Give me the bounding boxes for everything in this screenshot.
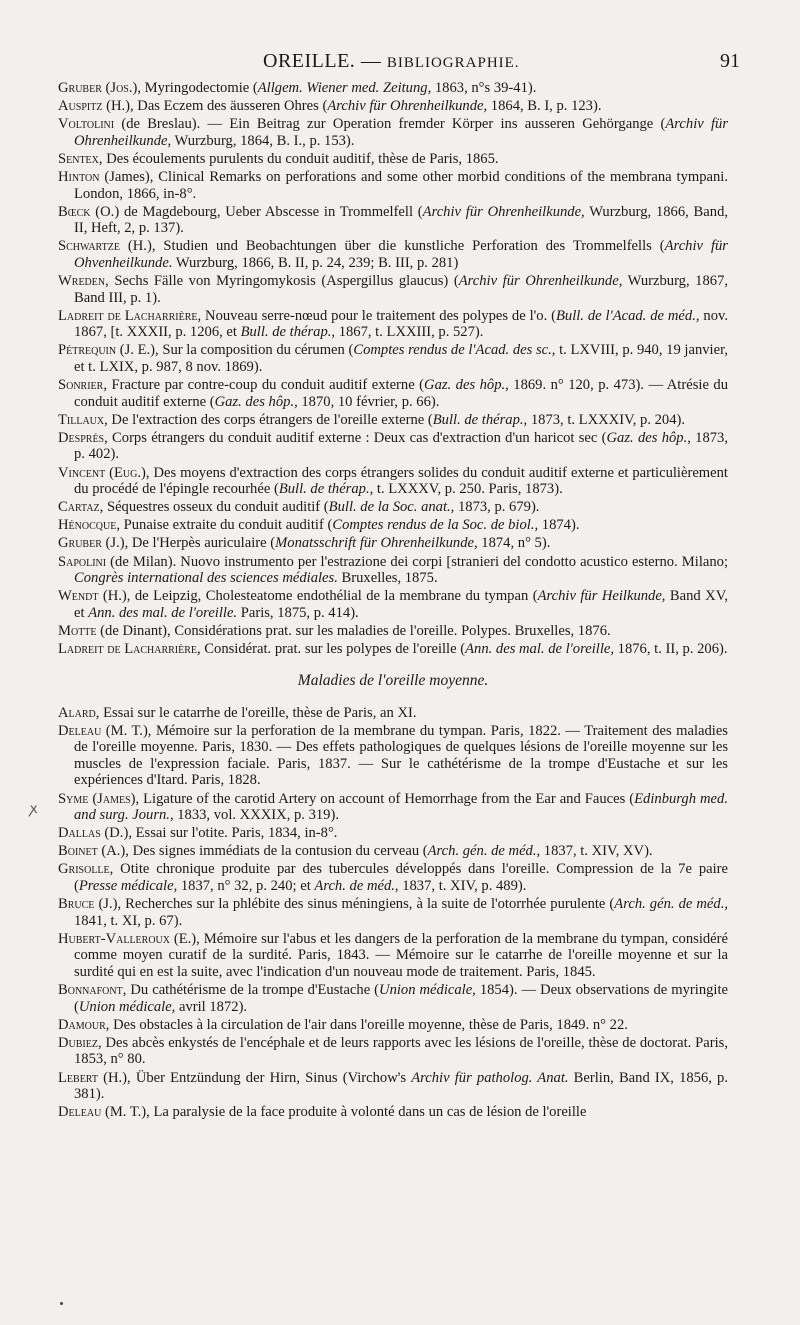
entry-journal: Gaz. des hôp., xyxy=(424,377,509,394)
entry-author: Deleau (M. T.), xyxy=(58,1104,150,1121)
entry-journal: Monatsschrift für Ohrenheilkunde, xyxy=(275,535,478,552)
entry-text: 1867, t. LXXIII, p. 527). xyxy=(335,324,484,341)
entry-text: Recherches sur la phlébite des sinus méningiens, à la suite de l'otorrhée purulente ( xyxy=(121,896,615,913)
entry-author: Bœck (O.) xyxy=(58,203,120,220)
entry-journal: Archiv für Ohrenheilkunde, xyxy=(327,98,488,115)
bibliography-entry xyxy=(58,931,728,981)
entry-journal: Archiv für Heilkunde, xyxy=(537,588,666,605)
bibliography-entry xyxy=(58,588,728,621)
bibliography-entry xyxy=(58,723,728,789)
bibliography-entry xyxy=(58,116,728,149)
entry-journal: Union médicale, xyxy=(379,982,476,999)
entry-journal: Gaz. des hôp., xyxy=(606,429,691,446)
bibliography-entry xyxy=(58,98,728,115)
bibliography-entry xyxy=(58,80,728,97)
bibliography-entry xyxy=(58,535,728,552)
entry-author: Schwartze (H.), xyxy=(58,238,156,255)
entry-author: Tillaux, xyxy=(58,411,108,428)
entry-text: avril 1872). xyxy=(175,998,248,1015)
entry-text: 1837, n° 32, p. 240; et xyxy=(177,878,315,895)
entry-text: De l'Herpès auriculaire ( xyxy=(128,535,276,552)
entry-text: Considérat. prat. sur les polypes de l'oreille ( xyxy=(200,641,466,657)
entry-journal: Arch. gén. de méd., xyxy=(427,843,541,860)
entry-journal: Ann. des mal. de l'oreille. xyxy=(88,604,238,621)
entry-text: Berlin, Band IX, 1856, p. 381). xyxy=(74,1069,728,1103)
entry-text: 1874, n° 5). xyxy=(477,535,551,552)
entry-text: Myringodectomie ( xyxy=(141,80,258,96)
entry-author: Hinton xyxy=(58,168,100,185)
entry-text: Mémoire sur la perforation de la membrane du tympan. Paris, 1822. — Traitement des maladies de l'oreille moyenne. Paris, 1830. — Des effets pathologiques de quelques lésions de l'oreille moyenne sur les muscles de l'expression faciale. Paris, 1837. — Sur le cathétérisme de la trompe d'Eustache et sur les expériences d'Itard. Paris, 1828. xyxy=(74,722,728,789)
entry-text: Ligature of the carotid Artery on account of Hemorrhage from the Ear and Fauces ( xyxy=(139,790,635,807)
entry-text: (de Breslau). — Ein Beitrag zur Operation fremder Körper ins ausseren Gehörgange ( xyxy=(114,116,666,133)
section-heading: Maladies de l'oreille moyenne. xyxy=(297,671,489,689)
entry-journal: Union médicale, xyxy=(78,998,176,1015)
entry-text: Wurzburg, 1867, Band III, p. 1). xyxy=(74,273,729,306)
bibliography-entry xyxy=(58,169,728,202)
entry-text: Wurzburg, 1866, B. II, p. 24, 239; B. III, p. 281) xyxy=(172,254,459,271)
bibliography-entry xyxy=(58,641,728,658)
entry-text: Des écoulements purulents du conduit auditif, thèse de Paris, 1865. xyxy=(102,150,499,167)
entry-text: Mémoire sur l'abus et les dangers de la perforation de la membrane du tympan, considéré comme moyen curatif de la surdité. Paris, 1843. — Mémoire sur le catarrhe de l'oreille moyenne et sur la surdité qui en est la suite, avec l'indication d'un nouveau mode de traitement. Paris, 1845. xyxy=(74,930,729,980)
entry-journal: Bull. de thérap., xyxy=(432,411,528,428)
bibliography-list-middle-ear xyxy=(58,705,728,1121)
entry-text: Des moyens d'extraction des corps étrangers solides du conduit auditif externe et particulièrement du procédé de l'épingle recourhée ( xyxy=(74,464,728,498)
entry-text: 1874). xyxy=(538,517,580,534)
bibliography-list-external xyxy=(58,80,728,658)
entry-journal: Bull. de thérap., xyxy=(240,324,336,341)
entry-text: Du cathétérisme de la trompe d'Eustache ( xyxy=(126,982,380,999)
entry-author: Dubiez, xyxy=(58,1034,102,1051)
bibliography-entry xyxy=(58,238,728,271)
bibliography-entry xyxy=(58,1017,728,1034)
entry-author: Deleau (M. T.), xyxy=(58,722,152,739)
entry-text: 1841, t. XI, p. 67). xyxy=(74,912,183,929)
entry-journal: Comptes rendus de la Soc. de biol., xyxy=(332,517,539,534)
entry-journal: Archiv für patholog. Anat. xyxy=(411,1069,569,1086)
entry-journal: Arch. de méd., xyxy=(314,878,399,895)
bibliography-entry xyxy=(58,204,728,237)
bibliography-entry xyxy=(58,1070,728,1103)
entry-author: Motte xyxy=(58,622,97,639)
bibliography-entry xyxy=(58,791,728,824)
entry-author: Ladreit de Lacharrière, xyxy=(58,307,202,324)
bibliography-entry xyxy=(58,377,728,410)
page-number: 91 xyxy=(720,50,740,72)
entry-text: Über Entzündung der Hirn, Sinus (Virchow's xyxy=(130,1069,412,1086)
entry-author: Damour, xyxy=(58,1016,110,1033)
entry-journal: Presse médicale, xyxy=(78,878,178,895)
entry-journal: Edinburgh med. and surg. Journ., xyxy=(74,790,728,824)
bibliography-entry xyxy=(58,554,728,587)
entry-author: Wreden, xyxy=(58,273,109,290)
entry-text: 1837, t. XIV, XV). xyxy=(540,843,653,860)
entry-journal: Congrès international des sciences médiales. xyxy=(74,570,338,587)
entry-author: Ladreit de Lacharrière, xyxy=(58,641,201,657)
bibliography-entry xyxy=(58,308,728,341)
entry-text: (de Milan). Nuovo instrumento per l'estrazione dei corpi [stranieri del condotto acustico esterno. Milano; xyxy=(106,553,728,570)
entry-author: Boinet (A.), xyxy=(58,843,129,860)
entry-author: Sonrier, xyxy=(58,377,107,394)
header-title: OREILLE. xyxy=(263,50,356,72)
entry-text: Nouveau serre-nœud pour le traitement des polypes de l'o. ( xyxy=(201,307,556,324)
bibliography-entry xyxy=(58,861,728,894)
entry-author: Sentex, xyxy=(58,150,103,167)
entry-text: 1863, n°s 39-41). xyxy=(431,80,537,96)
entry-text: Das Eczem des äusseren Ohres ( xyxy=(133,98,328,115)
entry-author: Voltolini xyxy=(58,116,115,133)
entry-journal: Ann. des mal. de l'oreille, xyxy=(465,641,615,657)
entry-author: Gruber (J.), xyxy=(58,535,129,552)
entry-text: Bruxelles, 1875. xyxy=(337,570,438,587)
entry-text: Wurzburg, 1866, Band, II, Heft, 2, p. 137). xyxy=(74,203,729,237)
bibliography-entry xyxy=(58,430,728,463)
entry-text: Des abcès enkystés de l'encéphale et de leurs rapports avec les lésions de l'oreille, thèse de doctorat. Paris, 1853, n° 80. xyxy=(74,1034,728,1068)
entry-text: Paris, 1875, p. 414). xyxy=(237,604,359,621)
entry-text: Sechs Fälle von Myringomykosis (Aspergillus glaucus) ( xyxy=(108,273,459,290)
entry-text: de Magdebourg, Ueber Abscesse in Trommelfell ( xyxy=(119,203,423,220)
entry-author: Bruce (J.), xyxy=(58,896,122,913)
header-separator: — xyxy=(360,50,382,72)
entry-journal: Archiv für Ohvenheilkunde. xyxy=(74,238,728,271)
entry-text: nov. 1867, [t. XXXII, p. 1206, et xyxy=(74,307,728,341)
entry-text: De l'extraction des corps étrangers de l'oreille externe ( xyxy=(107,411,433,428)
entry-text: 1837, t. XIV, p. 489). xyxy=(398,878,527,895)
bibliography-entry xyxy=(58,705,728,722)
entry-text: Punaise extraite du conduit auditif ( xyxy=(119,517,333,534)
entry-author: Sapolini xyxy=(58,553,107,570)
entry-text: t. LXXXV, p. 250. Paris, 1873). xyxy=(373,481,563,498)
entry-author: Grisolle, xyxy=(58,861,114,878)
bibliography-entry xyxy=(58,273,728,306)
entry-author: Pétrequin (J. E.), xyxy=(58,342,159,359)
entry-author: Lebert (H.), xyxy=(58,1069,131,1086)
entry-text: Séquestres osseux du conduit auditif ( xyxy=(103,499,329,516)
entry-text: 1833, vol. XXXIX, p. 319). xyxy=(173,807,339,824)
entry-author: Cartaz, xyxy=(58,499,104,516)
bibliography-entry xyxy=(58,843,728,860)
entry-text: La paralysie de la face produite à volonté dans un cas de lésion de l'oreille xyxy=(149,1104,587,1121)
bibliography-entry xyxy=(58,896,728,929)
bibliography-entry xyxy=(58,517,728,534)
entry-text: de Leipzig, Cholesteatome endothélial de la membrane du tympan ( xyxy=(130,588,538,605)
entry-text: (de Dinant), Considérations prat. sur les maladies de l'oreille. Polypes. Bruxelles, 1876. xyxy=(96,622,611,639)
bibliography-entry xyxy=(58,342,728,375)
bibliography-entry xyxy=(58,623,728,640)
bibliography-entry xyxy=(58,499,728,516)
bibliography-entry xyxy=(58,1035,728,1068)
entry-author: Després, xyxy=(58,429,108,446)
entry-author: Dallas (D.), xyxy=(58,825,132,842)
entry-author: Hénocque, xyxy=(58,517,120,534)
running-head xyxy=(58,46,740,80)
entry-author: Auspitz (H.), xyxy=(58,98,134,115)
entry-text: Essai sur le catarrhe de l'oreille, thèse de Paris, an XI. xyxy=(99,704,417,721)
entry-text: Fracture par contre-coup du conduit auditif externe ( xyxy=(107,377,425,394)
entry-journal: Allgem. Wiener med. Zeitung, xyxy=(257,80,432,96)
entry-text: 1873, p. 679). xyxy=(454,499,540,516)
entry-text: 1873, p. 402). xyxy=(74,429,729,463)
entry-text: 1869. n° 120, p. 473). — Atrésie du conduit auditif externe ( xyxy=(74,377,728,410)
entry-text: Wurzburg, 1864, B. I., p. 153). xyxy=(171,132,355,149)
bibliography-entry xyxy=(58,825,728,842)
entry-author: Bonnafont, xyxy=(58,982,127,999)
entry-author: Vincent (Eug.), xyxy=(58,464,150,481)
entry-text: t. LXVIII, p. 940, 19 janvier, et t. LXIX, p. 987, 8 nov. 1869). xyxy=(74,342,728,375)
entry-journal: Gaz. des hôp., xyxy=(214,393,298,410)
entry-author: Wendt (H.), xyxy=(58,588,131,605)
entry-author: Hubert-Valleroux (E.), xyxy=(58,930,200,947)
entry-text: Corps étrangers du conduit auditif externe : Deux cas d'extraction d'un haricot sec ( xyxy=(107,429,607,446)
entry-text: Essai sur l'otite. Paris, 1834, in-8°. xyxy=(131,825,338,842)
entry-author: Alard, xyxy=(58,704,100,721)
entry-text: 1854). — Deux observations de myringite ( xyxy=(74,982,728,1015)
entry-text: Des signes immédiats de la contusion du cerveau ( xyxy=(128,843,428,860)
bibliography-entry xyxy=(58,465,728,498)
entry-author: Syme (James), xyxy=(58,790,140,807)
entry-text: Studien und Beobachtungen über die kunstliche Perforation des Trommelfells ( xyxy=(155,238,665,255)
ink-speck xyxy=(60,1302,63,1305)
entry-journal: Archiv für Ohrenheilkunde, xyxy=(74,116,728,149)
margin-pencil-mark: ꭗ xyxy=(30,802,38,817)
entry-journal: Arch. gén. de méd., xyxy=(614,896,728,913)
entry-text: Band XV, et xyxy=(74,588,729,621)
bibliography-entry xyxy=(58,982,728,1015)
entry-text: 1876, t. II, p. 206). xyxy=(614,641,728,657)
entry-text: Sur la composition du cérumen ( xyxy=(158,342,354,359)
entry-text: Otite chronique produite par des tubercules développés dans l'oreille. Compression de la 7e paire ( xyxy=(74,861,728,895)
page-title xyxy=(263,50,520,73)
bibliography-entry xyxy=(58,412,728,429)
entry-text: Des obstacles à la circulation de l'air dans l'oreille moyenne, thèse de Paris, 1849. n° 22. xyxy=(109,1016,628,1033)
bibliography-entry xyxy=(58,151,728,168)
entry-journal: Bull. de thérap., xyxy=(278,481,374,498)
entry-text: 1864, B. I, p. 123). xyxy=(487,98,602,115)
header-subtitle: BIBLIOGRAPHIE. xyxy=(386,55,520,71)
entry-text: 1870, 10 février, p. 66). xyxy=(297,393,440,410)
entry-journal: Archiv für Ohrenheilkunde, xyxy=(458,273,623,290)
entry-journal: Comptes rendus de l'Acad. des sc., xyxy=(353,342,556,359)
entry-journal: Bull. de la Soc. anat., xyxy=(328,499,455,516)
entry-journal: Bull. de l'Acad. de méd., xyxy=(555,307,700,324)
entry-author: Gruber (Jos.), xyxy=(58,80,142,96)
entry-text: 1873, t. LXXXIV, p. 204). xyxy=(527,411,686,428)
entry-text: (James), Clinical Remarks on perforations and some other morbid conditions of the membrana tympani. London, 1866, in-8°. xyxy=(74,168,728,202)
entry-journal: Archiv für Ohrenheilkunde, xyxy=(422,203,585,220)
bibliography-entry xyxy=(58,1104,728,1121)
